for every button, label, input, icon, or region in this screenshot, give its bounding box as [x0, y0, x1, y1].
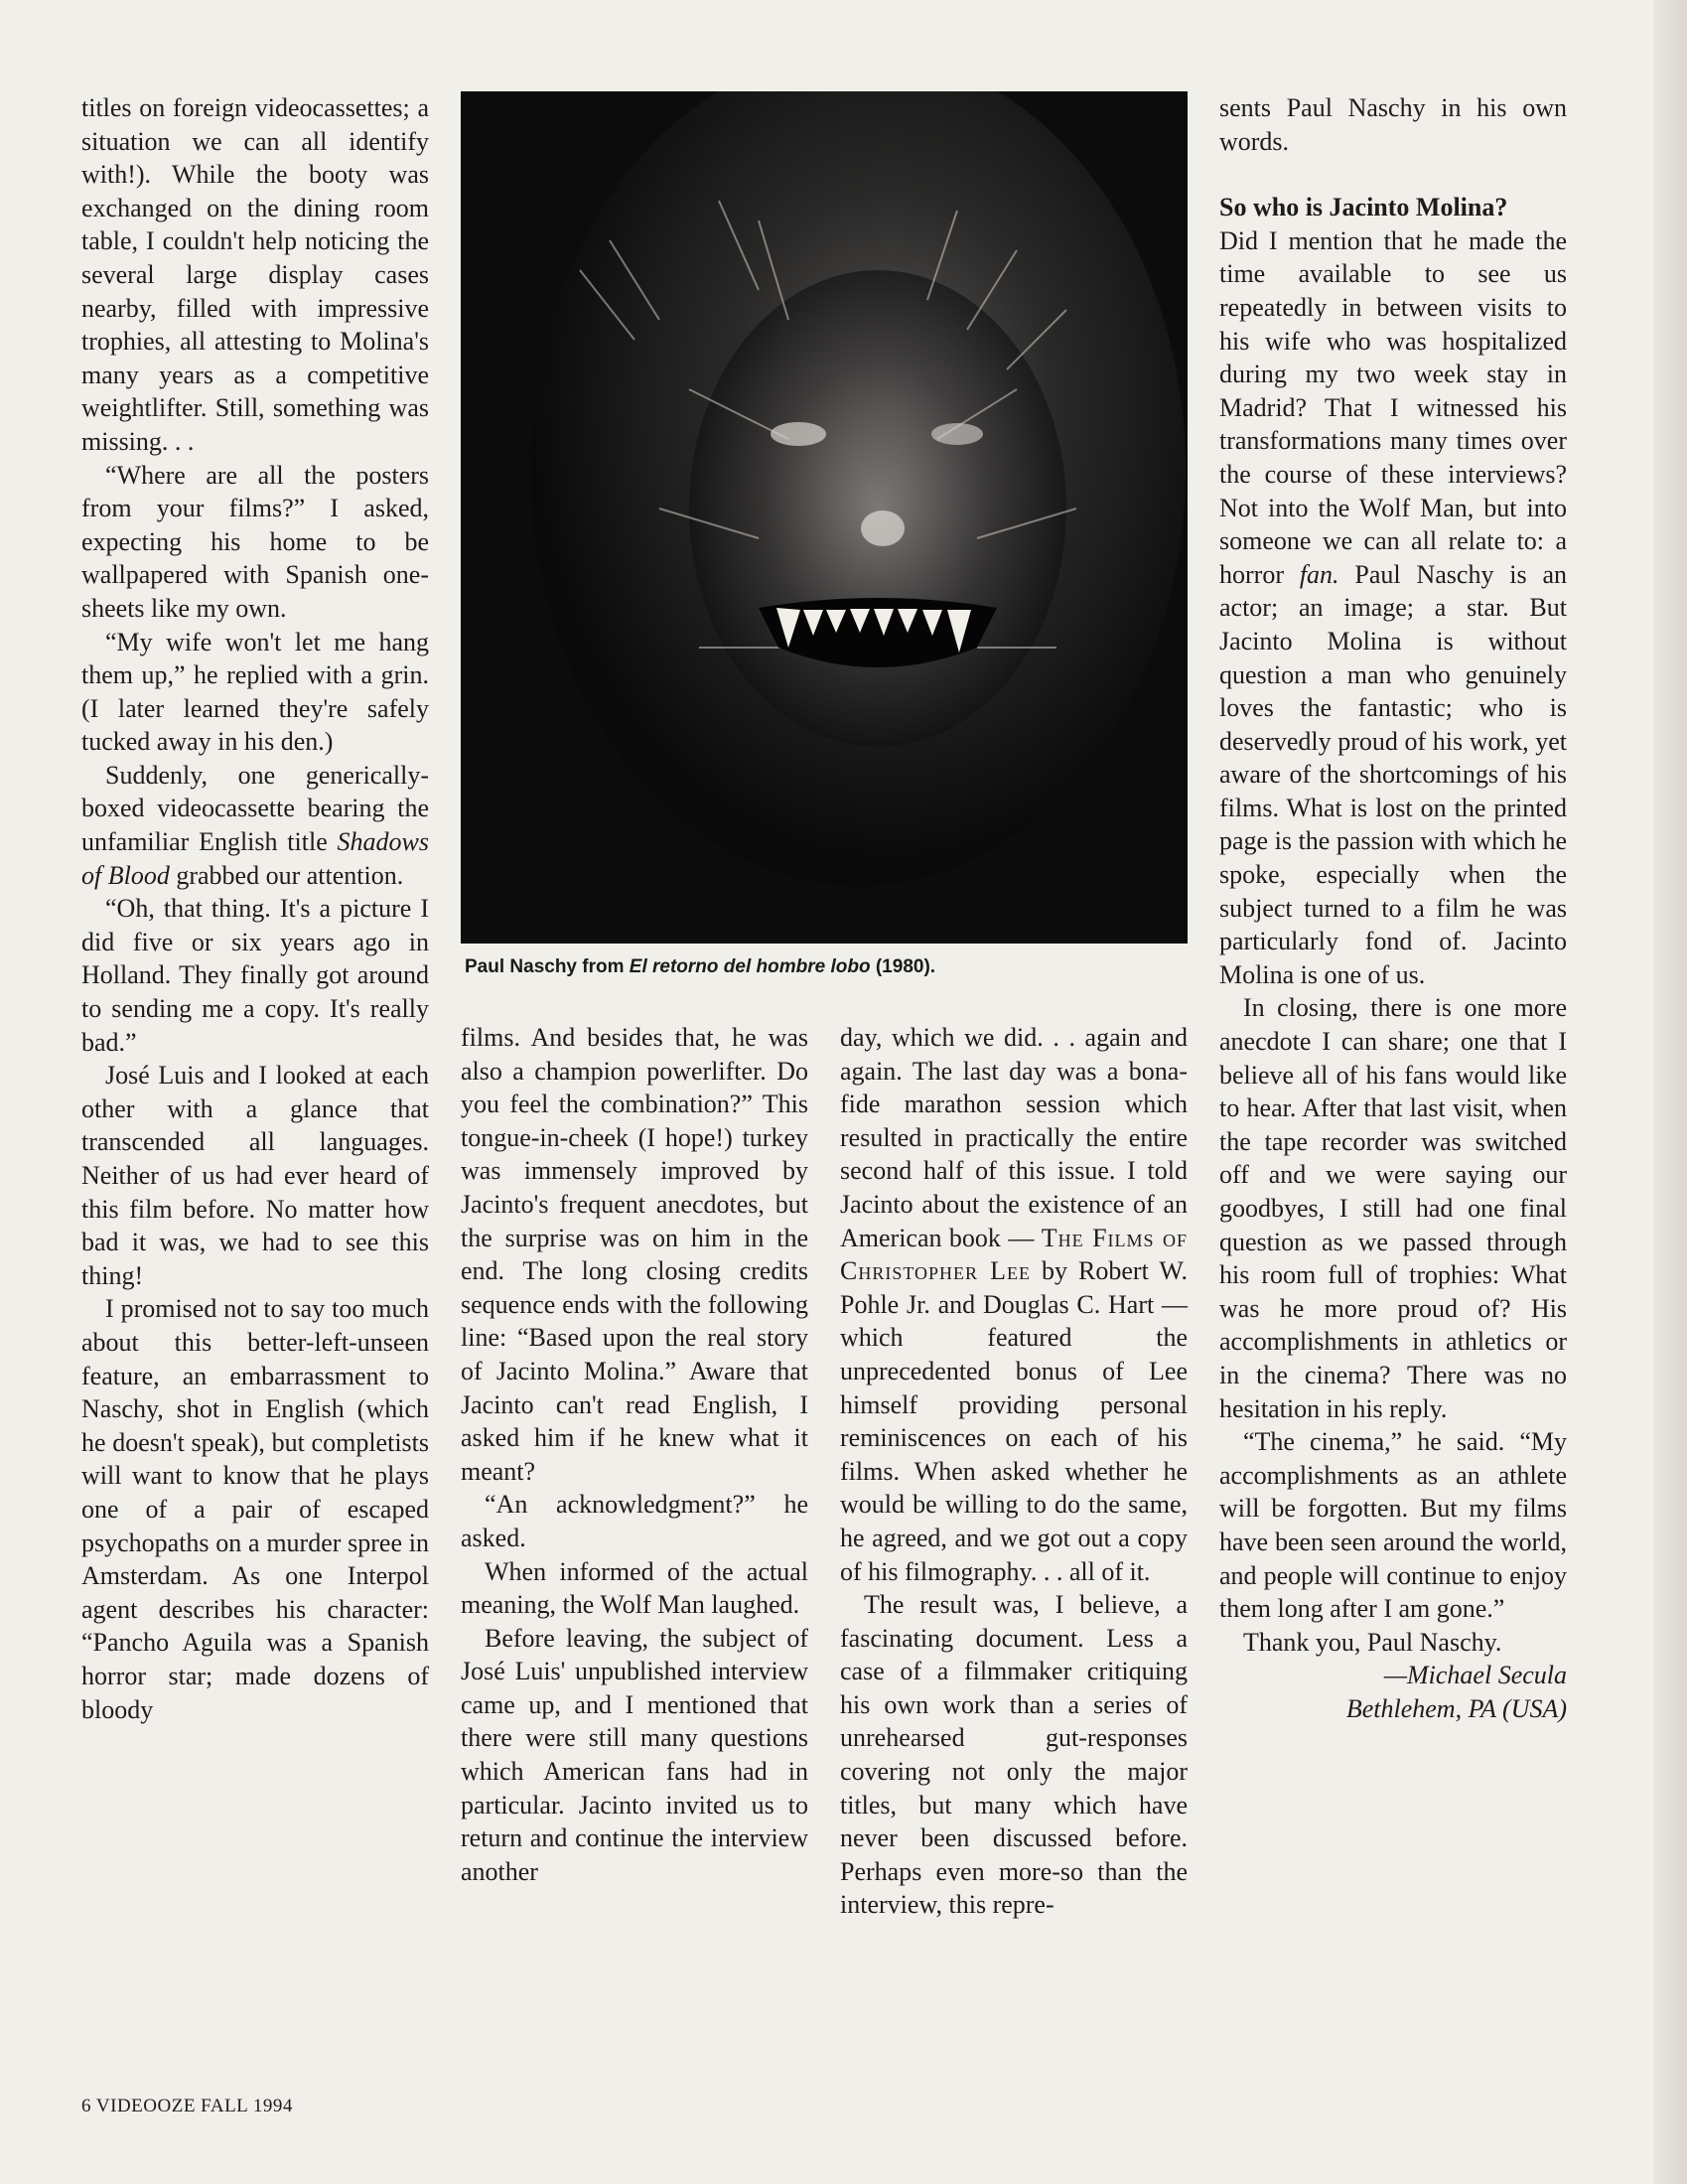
paragraph: In closing, there is one more anecdote I can share; one that I believe all of his fans would like to hear. After that last visit, when the tape recorder was switched off and we were saying our goodbyes, I still had one final question as we passed through his room full of trophies: What was he more proud of? His accomplishments in athletics or in the cinema? There was no hesitation in his reply. — [1219, 993, 1567, 1423]
paragraph: Suddenly, one generically-boxed videocassette bearing the unfamiliar English title Shadows of Blood grabbed our attention. — [81, 760, 429, 890]
paragraph: titles on foreign videocassettes; a situation we can all identify with!). While the booty was exchanged on the dining room table, I couldn't help noticing the several large display cases nearby, filled with impressive trophies, all attesting to Molina's many years as a competitive weightlifter. Still, something was missing. . . — [81, 93, 429, 456]
film-title: Shadows of Blood — [81, 827, 429, 890]
paragraph: The result was, I believe, a fascinating document. Less a case of a filmmaker critiquing his own work than a series of unrehearsed gut-responses covering not only the major titles, but many which have never been discussed before. Perhaps even more-so than the interview, this repre- — [840, 1590, 1188, 1920]
paragraph: “An acknowledgment?” he asked. — [461, 1490, 808, 1552]
page-footer: 6 VIDEOOZE FALL 1994 — [81, 2096, 293, 2116]
article-column-3 — [840, 1021, 1188, 1922]
page-edge — [1653, 0, 1687, 2184]
paragraph: When informed of the actual meaning, the Wolf Man laughed. — [461, 1556, 808, 1620]
paragraph: José Luis and I looked at each other with a glance that transcended all languages. Neither of us had ever heard of this film before. No matter how bad it was, we had to see this thing! — [81, 1061, 429, 1290]
book-title: The Films of Christopher Lee — [840, 1223, 1188, 1286]
author-location: Bethlehem, PA (USA) — [1345, 1693, 1567, 1723]
article-column-4 — [1219, 91, 1567, 1726]
paragraph: day, which we did. . . again and again. The last day was a bona-fide marathon session which resulted in practically the entire second half of this issue. I told Jacinto about the existence of an American book — The Films of Christopher Lee by Robert W. Pohle Jr. and Douglas C. Hart — which featured the unprecedented bonus of Lee himself providing personal reminiscences on each of his films. When asked whether he would be willing to do the same, he agreed, and we got out a copy of his filmography. . . all of it. — [840, 1023, 1189, 1586]
subheading: So who is Jacinto Molina? — [1219, 193, 1508, 222]
paragraph: I promised not to say too much about this better-left-unseen feature, an embarrassment to Naschy, shot in English (which he doesn't speak), but completists will want to know that he plays one of a pair of escaped psychopaths on a murder spree in Amsterdam. As one Interpol agent describes his character: “Pancho Aguila was a Spanish horror star; made dozens of bloody — [81, 1294, 429, 1724]
paragraph: “My wife won't let me hang them up,” he replied with a grin. (I later learned they're safely tucked away in his den.) — [81, 627, 429, 757]
author-signature: —Michael Secula — [1383, 1661, 1567, 1690]
article-column-2 — [461, 1021, 808, 1888]
paragraph: Before leaving, the subject of José Luis' unpublished interview came up, and I mentioned that there were still many questions which American fans had in particular. Jacinto invited us to return and continue the interview another — [461, 1623, 808, 1886]
werewolf-photo — [461, 91, 1188, 944]
paragraph: “Where are all the posters from your films?” I asked, expecting his home to be wallpapered with Spanish one-sheets like my own. — [81, 460, 429, 623]
photo-caption: Paul Naschy from El retorno del hombre lobo (1980). — [465, 956, 936, 977]
paragraph: films. And besides that, he was also a champion powerlifter. Do you feel the combination?” This tongue-in-cheek (I hope!) turkey was immensely improved by Jacinto's frequent anecdotes, but the surprise was on him in the end. The long closing credits sequence ends with the following line: “Based upon the real story of Jacinto Molina.” Aware that Jacinto can't read English, I asked him if he knew what it meant? — [461, 1023, 808, 1486]
paragraph: Did I mention that he made the time available to see us repeatedly in between visits to his wife who was hospitalized during my two week stay in Madrid? That I witnessed his transformations many times over the course of these interviews? Not into the Wolf Man, but into someone we can all relate to: a horror fan. Paul Naschy is an actor; an image; a star. But Jacinto Molina is without question a man who genuinely loves the fantastic; who is deservedly proud of his work, yet aware of the shortcomings of his films. What is lost on the printed page is the passion with which he spoke, especially when the subject turned to a film he was particularly fond of. Jacinto Molina is one of us. — [1219, 225, 1567, 989]
paragraph: “The cinema,” he said. “My accomplishments as an athlete will be forgotten. But my films have been seen around the world, and people will continue to enjoy them long after I am gone.” — [1219, 1427, 1567, 1624]
paragraph: Thank you, Paul Naschy. — [1243, 1627, 1502, 1657]
paragraph: “Oh, that thing. It's a picture I did five or six years ago in Holland. They finally got around to sending me a copy. It's really bad.” — [81, 894, 429, 1057]
paragraph: sents Paul Naschy in his own words. — [1219, 93, 1567, 156]
article-column-1 — [81, 91, 429, 1726]
